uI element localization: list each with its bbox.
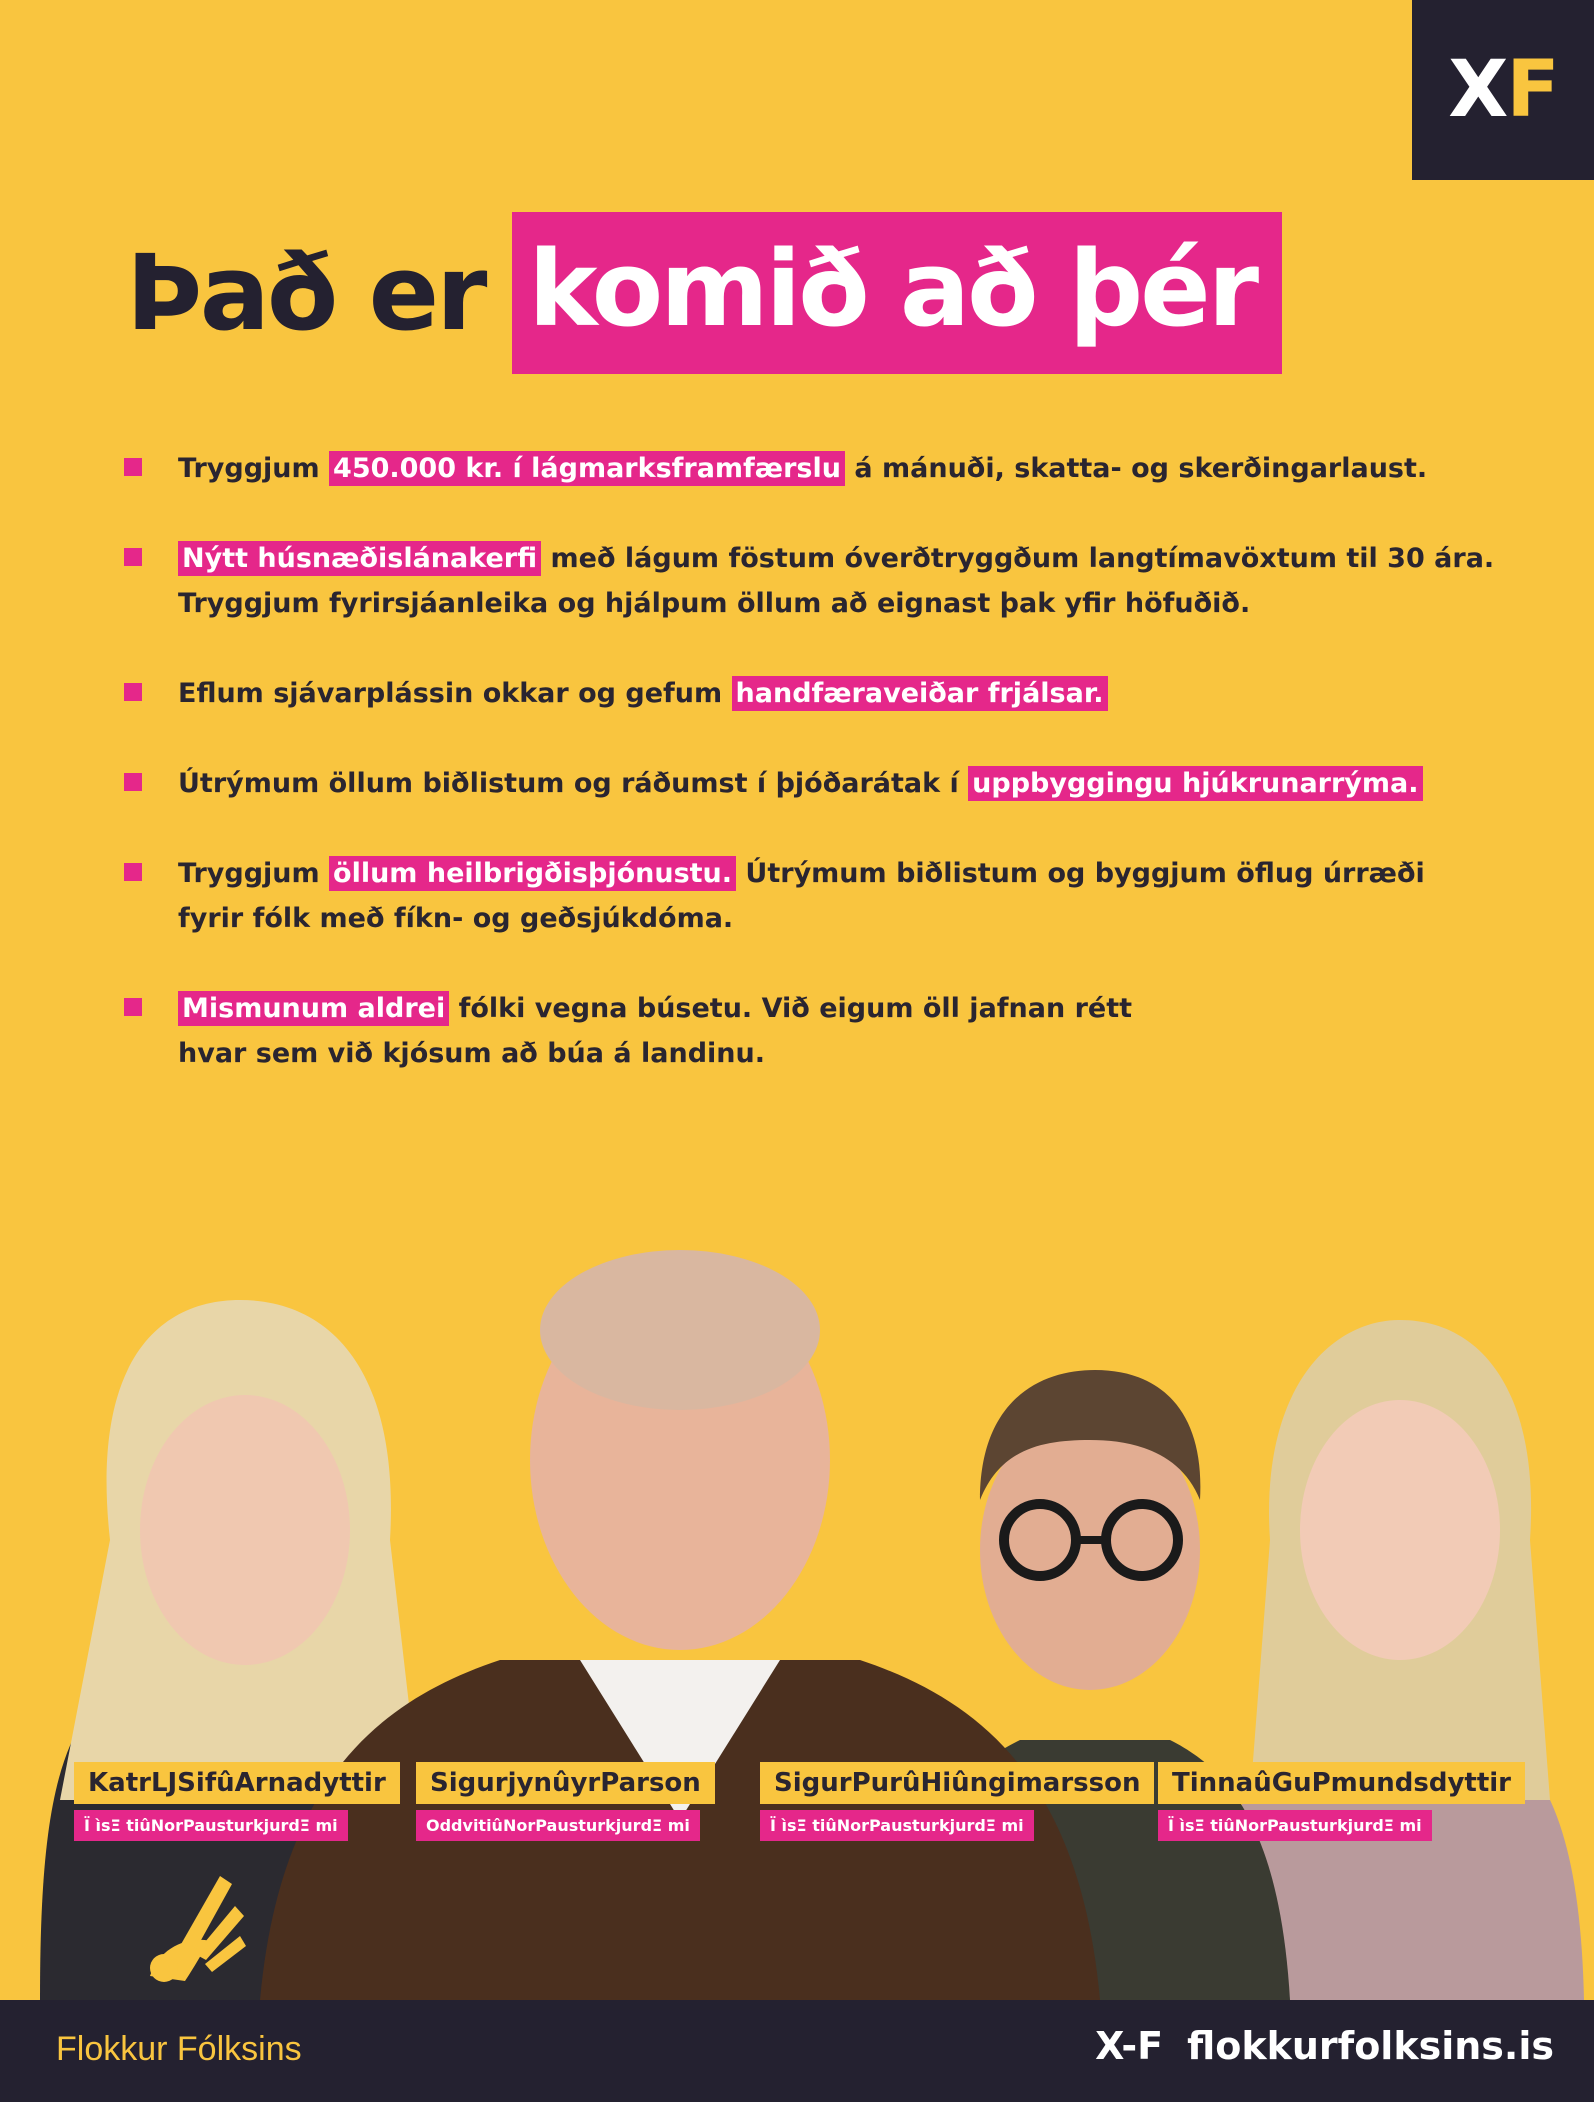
party-hand-logo-icon xyxy=(140,1866,250,2000)
badge-letter-f: F xyxy=(1506,45,1558,135)
candidate-name: KatrLJSifûArnadyttir xyxy=(74,1762,400,1804)
candidate-role: Ï ìsΞ tiûNorPausturkjurdΞ mi xyxy=(74,1810,348,1841)
policy-highlight: handfæraveiðar frjálsar. xyxy=(732,676,1108,711)
policy-highlight: öllum heilbrigðisþjónustu. xyxy=(329,856,736,891)
policy-text: með lágum föstum óverðtryggðum langtímavöxtum til 30 ára. xyxy=(541,543,1495,574)
candidate-role: Ï ìsΞ tiûNorPausturkjurdΞ mi xyxy=(760,1810,1034,1841)
policy-line2: hvar sem við kjósum að búa á landinu. xyxy=(178,1038,765,1069)
candidate-tag xyxy=(1158,1762,1525,1841)
bullet-square-icon xyxy=(124,548,142,566)
policy-text: Tryggjum xyxy=(178,858,330,889)
bullet-square-icon xyxy=(124,458,142,476)
candidate-role: Ï ìsΞ tiûNorPausturkjurdΞ mi xyxy=(1158,1810,1432,1841)
policy-list xyxy=(124,446,1495,1121)
policy-line2: fyrir fólk með fíkn- og geðsjúkdóma. xyxy=(178,903,734,934)
candidate-tag xyxy=(74,1762,400,1841)
policy-text: Útrýmum biðlistum og byggjum öflug úrræði xyxy=(736,858,1425,889)
policy-text: Eflum sjávarplássin okkar og gefum xyxy=(178,678,732,709)
policy-text: Tryggjum xyxy=(178,453,330,484)
candidate-name: SigurPurûHiûngimarsson xyxy=(760,1762,1154,1804)
policy-item xyxy=(124,446,1484,491)
candidate-tag xyxy=(760,1762,1154,1841)
footer-contact xyxy=(1095,2024,1554,2068)
face-shape xyxy=(1300,1400,1500,1660)
headline xyxy=(126,212,1282,374)
candidate-name: SigurjynûyrParson xyxy=(416,1762,715,1804)
policy-highlight: 450.000 kr. í lágmarksframfærslu xyxy=(329,451,845,486)
candidate-role: OddvitiûNorPausturkjurdΞ mi xyxy=(416,1810,700,1841)
policy-item xyxy=(124,671,1484,716)
bullet-square-icon xyxy=(124,773,142,791)
policy-item xyxy=(124,986,1484,1076)
policy-text: fólki vegna búsetu. Við eigum öll jafnan rétt xyxy=(449,993,1133,1024)
bullet-square-icon xyxy=(124,683,142,701)
candidate-name: TinnaûGuPmundsdyttir xyxy=(1158,1762,1525,1804)
party-name: Flokkur Fólksins xyxy=(56,2030,302,2068)
candidate-portrait xyxy=(240,1220,1120,2000)
headline-highlight: komið að þér xyxy=(512,212,1282,374)
policy-item xyxy=(124,761,1484,806)
policy-text: Útrýmum öllum biðlistum og ráðumst í þjóðarátak í xyxy=(178,768,969,799)
xf-badge-logo xyxy=(1412,0,1594,180)
list-letter: X-F xyxy=(1095,2024,1164,2068)
candidate-tag xyxy=(416,1762,715,1841)
bullet-square-icon xyxy=(124,998,142,1016)
website-link[interactable]: flokkurfolksins.is xyxy=(1187,2024,1554,2068)
policy-item xyxy=(124,851,1484,941)
headline-plain: Það er xyxy=(126,232,485,354)
policy-item xyxy=(124,536,1495,626)
policy-highlight: Mismunum aldrei xyxy=(178,991,449,1026)
footer-bar xyxy=(0,2000,1594,2102)
badge-letter-x: X xyxy=(1448,45,1507,135)
hair-shape xyxy=(540,1250,820,1410)
policy-highlight: uppbyggingu hjúkrunarrýma. xyxy=(968,766,1422,801)
policy-highlight: Nýtt húsnæðislánakerfi xyxy=(178,541,541,576)
policy-line2: Tryggjum fyrirsjáanleika og hjálpum öllum að eignast þak yfir höfuðið. xyxy=(178,588,1251,619)
policy-text: á mánuði, skatta- og skerðingarlaust. xyxy=(844,453,1428,484)
bullet-square-icon xyxy=(124,863,142,881)
